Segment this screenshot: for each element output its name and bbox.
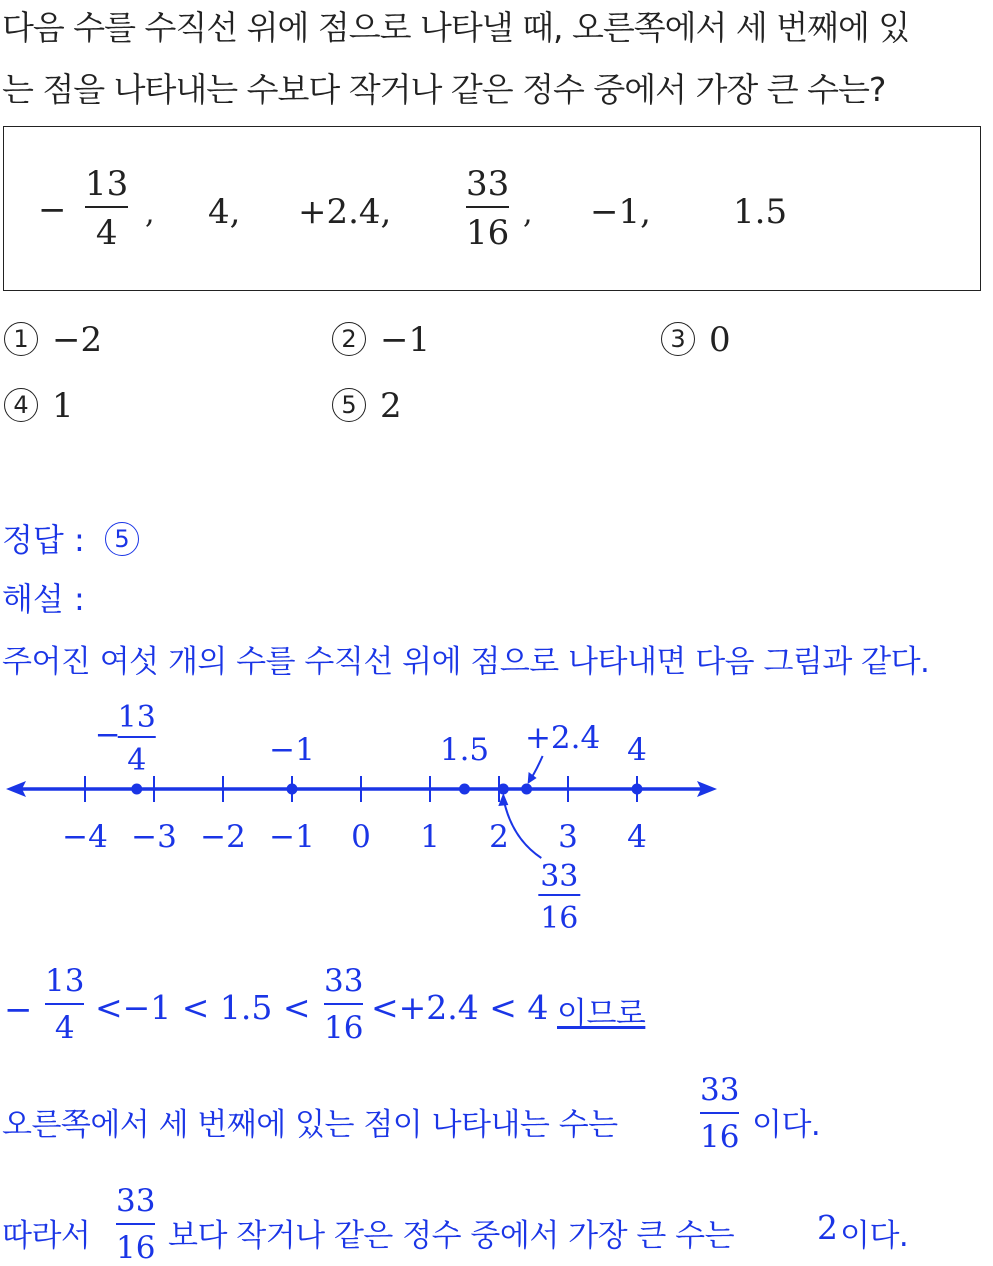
option-2-value: −1 — [380, 320, 431, 360]
tick-label: 4 — [627, 819, 647, 855]
line2-end: 이다. — [752, 1107, 821, 1143]
point-dot — [131, 784, 142, 795]
line3-numerator: 33 — [116, 1183, 156, 1219]
inequality-fraction-2-numerator: 33 — [324, 963, 364, 999]
box-item1-fraction — [85, 164, 129, 253]
pointer-arrow-curve — [503, 798, 541, 858]
question-line-1: 다음 수를 수직선 위에 점으로 나타낼 때, 오른쪽에서 세 번째에 있 — [2, 8, 910, 47]
option-3-value: 0 — [709, 320, 731, 360]
option-2[interactable] — [332, 320, 430, 360]
point-dot — [459, 784, 470, 795]
option-3[interactable] — [661, 320, 731, 360]
box-item6: 1.5 — [733, 192, 788, 232]
explanation-line-2: 오른쪽에서 세 번째에 있는 점이 나타내는 수는 — [2, 1107, 618, 1143]
tick-label: 3 — [558, 819, 578, 855]
inequality-fraction-2 — [324, 963, 364, 1046]
explanation-intro: 주어진 여섯 개의 수를 수직선 위에 점으로 나타내면 다음 그림과 같다. — [2, 644, 930, 680]
option-4-marker: 4 — [4, 388, 38, 422]
line2-denominator: 16 — [700, 1119, 740, 1155]
point-dot — [498, 784, 509, 795]
option-1[interactable] — [4, 320, 102, 360]
option-5-marker: 5 — [332, 388, 366, 422]
point-label-denominator: 16 — [540, 901, 579, 936]
point-label-sign: − — [94, 717, 121, 753]
answer-line — [2, 515, 153, 561]
point-dot — [632, 784, 643, 795]
box-item5: −1, — [590, 192, 651, 232]
option-1-marker: 1 — [4, 322, 38, 356]
inequality-fraction-1-numerator: 13 — [45, 963, 85, 999]
point-label: 4 — [627, 732, 647, 768]
inequality-fraction-1 — [45, 963, 85, 1046]
inequality-fraction-1-denominator: 4 — [54, 1010, 75, 1046]
line3-fraction — [116, 1183, 156, 1266]
option-5-value: 2 — [380, 386, 402, 426]
point-label: 1.5 — [439, 732, 490, 768]
box-item3: +2.4, — [298, 192, 392, 232]
question-line-2: 는 점을 나타내는 수보다 작거나 같은 정수 중에서 가장 큰 수는? — [2, 70, 886, 109]
explanation-line-3-start: 따라서 — [2, 1218, 91, 1254]
pointer-arrowhead — [528, 772, 537, 784]
box-item1-denominator: 4 — [95, 213, 118, 253]
box-item4-fraction — [466, 164, 510, 253]
inequality-end: <+2.4 < 4 — [371, 988, 549, 1027]
option-3-marker: 3 — [661, 322, 695, 356]
line3-tail: 이다. — [840, 1218, 909, 1254]
point-label-numerator: 33 — [540, 859, 579, 894]
line2-numerator: 33 — [700, 1072, 740, 1108]
tick-label: 1 — [420, 819, 440, 855]
tick-label: 0 — [351, 819, 371, 855]
tick-label: 2 — [489, 819, 509, 855]
option-4[interactable] — [4, 386, 74, 426]
tick-label: −2 — [200, 819, 246, 855]
point-dot — [521, 784, 532, 795]
number-line — [6, 700, 717, 936]
point-label-denominator: 4 — [127, 743, 147, 778]
explanation-label: 해설 : — [2, 580, 85, 618]
box-comma-2: , — [523, 196, 533, 231]
inequality-sign: − — [4, 990, 33, 1030]
inequality-middle: <−1 < 1.5 < — [95, 988, 311, 1027]
option-1-value: −2 — [52, 320, 103, 360]
box-item2: 4, — [208, 192, 241, 232]
line3-end: 보다 작거나 같은 정수 중에서 가장 큰 수는 — [168, 1218, 735, 1254]
option-4-value: 1 — [52, 386, 74, 426]
option-2-marker: 2 — [332, 322, 366, 356]
tick-label: −1 — [269, 819, 315, 855]
box-item4-denominator: 16 — [466, 213, 510, 253]
line2-fraction — [700, 1072, 740, 1155]
point-dot — [287, 784, 298, 795]
answer-label: 정답 : — [2, 521, 85, 559]
box-item1-sign: − — [38, 190, 67, 230]
box-comma-1: , — [145, 196, 155, 231]
point-label-numerator: 13 — [117, 700, 156, 735]
box-item4-numerator: 33 — [466, 164, 510, 204]
option-5[interactable] — [332, 386, 402, 426]
tick-label: −4 — [62, 819, 108, 855]
inequality-fraction-2-denominator: 16 — [324, 1010, 364, 1046]
line3-value: 2 — [817, 1208, 838, 1247]
inequality-suffix: 이므로 — [557, 996, 646, 1032]
line3-denominator: 16 — [116, 1230, 156, 1266]
point-label: −1 — [269, 732, 315, 768]
number-line-diagram — [0, 690, 993, 940]
tick-label: −3 — [131, 819, 177, 855]
box-item1-numerator: 13 — [85, 164, 129, 204]
point-label: +2.4 — [524, 720, 601, 756]
answer-marker: 5 — [105, 522, 139, 556]
